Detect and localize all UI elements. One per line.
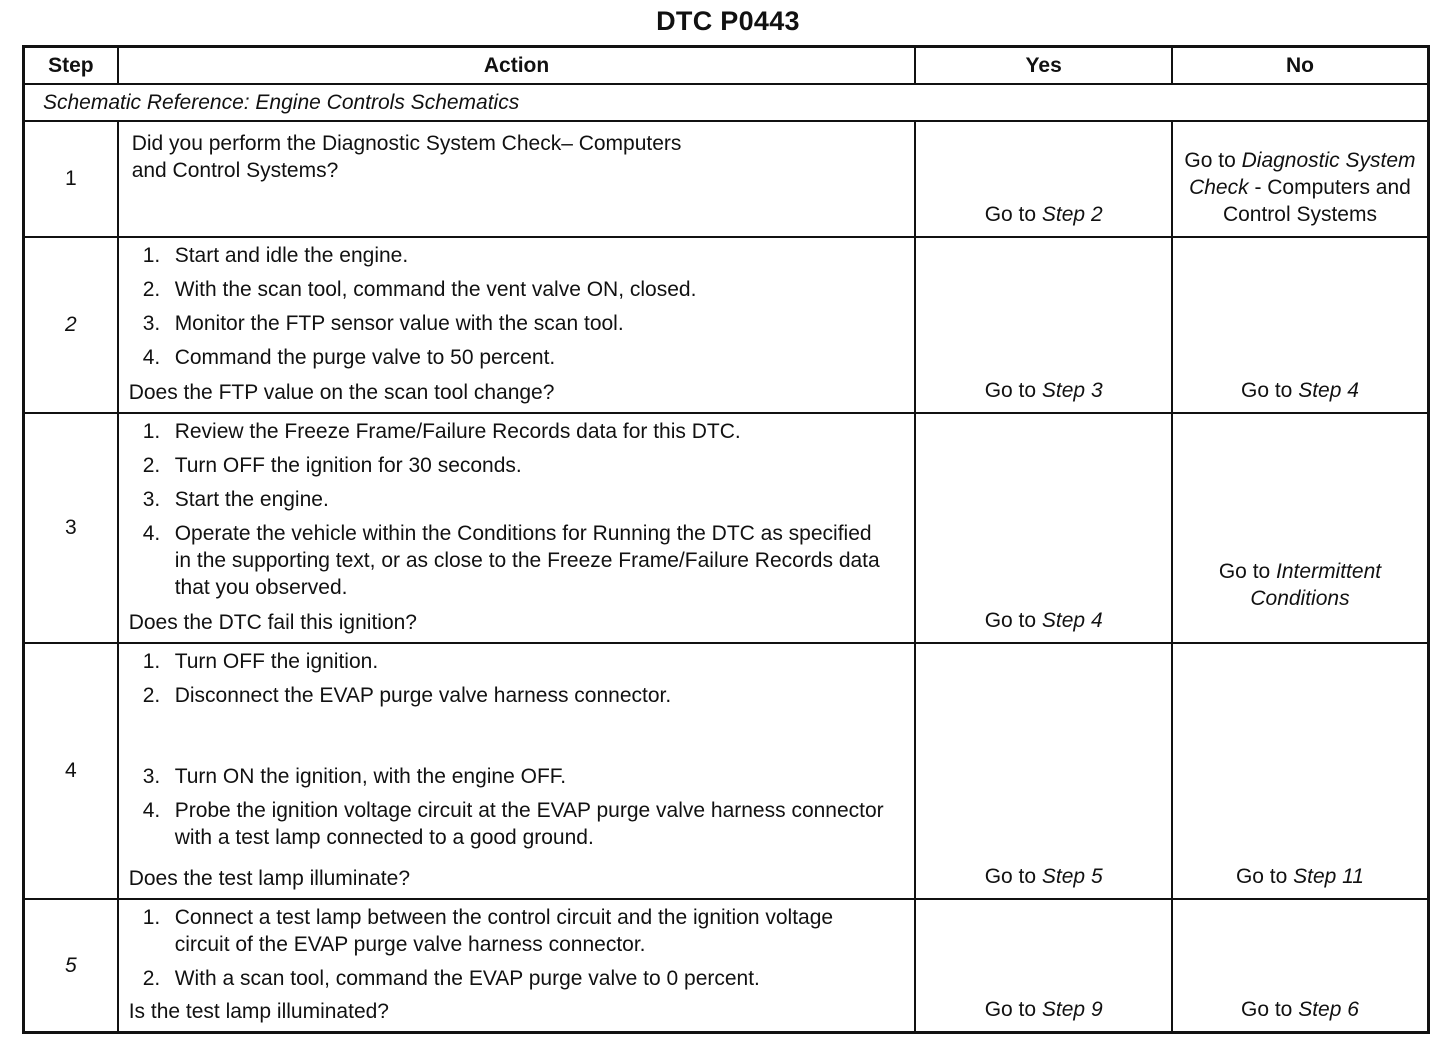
- schematic-reference: Schematic Reference: Engine Controls Schematics: [24, 84, 1429, 121]
- action-list: [129, 242, 905, 371]
- list-item: 2. Turn OFF the ignition for 30 seconds.: [142, 454, 522, 477]
- yes-link[interactable]: Step 9: [1041, 998, 1103, 1021]
- step-number: 5: [24, 899, 118, 1033]
- list-item: 4. Command the purge valve to 50 percent.: [142, 346, 556, 369]
- header-no: No: [1172, 47, 1429, 85]
- yes-cell: Go to Step 3: [915, 237, 1172, 413]
- list-item: 3. Start the engine.: [142, 488, 329, 511]
- list-item: 4. Probe the ignition voltage circuit at the EVAP purge valve harness connector with a test lamp connected to a good ground.: [142, 799, 884, 849]
- no-cell: Go to Step 11: [1172, 643, 1429, 899]
- yes-cell: Go to Step 9: [915, 899, 1172, 1033]
- yes-link[interactable]: Step 4: [1041, 609, 1103, 632]
- header-row: [24, 47, 1429, 85]
- list-item: 3. Turn ON the ignition, with the engine OFF.: [142, 765, 567, 788]
- yes-cell: Go to Step 5: [915, 643, 1172, 899]
- yes-cell: Go to Step 4: [915, 413, 1172, 643]
- no-link[interactable]: Step 4: [1298, 379, 1359, 402]
- no-cell: Go to Step 6: [1172, 899, 1429, 1033]
- list-item: 1. Start and idle the engine.: [142, 244, 409, 267]
- yes-link[interactable]: Step 5: [1041, 865, 1103, 888]
- action-cell: [118, 643, 916, 899]
- step-number: 1: [24, 121, 118, 237]
- no-link[interactable]: Step 6: [1298, 998, 1359, 1021]
- action-cell: [118, 237, 916, 413]
- list-item: 2. Disconnect the EVAP purge valve harness connector.: [142, 684, 672, 707]
- step-number: 4: [24, 643, 118, 899]
- step-number: 3: [24, 413, 118, 643]
- action-cell: [118, 413, 916, 643]
- step-number: 2: [24, 237, 118, 413]
- list-item: 4. Operate the vehicle within the Conditions for Running the DTC as specified in the supporting text, or as close to the Freeze Frame/Failure Records data that you observed.: [142, 522, 880, 599]
- no-link[interactable]: Step 11: [1293, 865, 1364, 888]
- table-row: [24, 643, 1429, 899]
- list-item: 2. With a scan tool, command the EVAP purge valve to 0 percent.: [142, 967, 760, 990]
- table-row: [24, 413, 1429, 643]
- header-step: Step: [24, 47, 118, 85]
- action-list: [129, 904, 905, 992]
- table-row: [24, 899, 1429, 1033]
- action-question: Is the test lamp illuminated?: [128, 1000, 389, 1023]
- yes-link[interactable]: Step 2: [1041, 203, 1103, 226]
- table-row: [24, 121, 1429, 237]
- action-line: Did you perform the Diagnostic System Check– Computers: [131, 132, 682, 155]
- yes-link[interactable]: Step 3: [1041, 379, 1103, 402]
- header-action: Action: [118, 47, 916, 85]
- action-question: Does the FTP value on the scan tool change?: [128, 381, 555, 404]
- page-title: DTC P0443: [656, 6, 800, 36]
- action-list: [129, 648, 905, 851]
- table-row: [24, 237, 1429, 413]
- list-item: 2. With the scan tool, command the vent valve ON, closed.: [142, 278, 697, 301]
- no-link[interactable]: Diagnostic System Check: [1189, 149, 1416, 199]
- no-cell: Go to Step 4: [1172, 237, 1429, 413]
- no-cell: Go to Diagnostic System Check - Computers and Control Systems: [1172, 121, 1429, 237]
- schematic-reference-row: [24, 84, 1429, 121]
- action-cell: [118, 899, 916, 1033]
- action-question: Does the DTC fail this ignition?: [128, 611, 417, 634]
- list-item: 1. Review the Freeze Frame/Failure Records data for this DTC.: [142, 420, 741, 443]
- list-item: 1. Turn OFF the ignition.: [142, 650, 379, 673]
- no-cell: Go to Intermittent Conditions: [1172, 413, 1429, 643]
- action-line: and Control Systems?: [131, 159, 339, 182]
- list-item: 1. Connect a test lamp between the control circuit and the ignition voltage circuit of the EVAP purge valve harness connector.: [142, 906, 834, 956]
- list-item: 3. Monitor the FTP sensor value with the scan tool.: [142, 312, 624, 335]
- no-link[interactable]: Intermittent Conditions: [1250, 560, 1382, 610]
- yes-cell: Go to Step 2: [915, 121, 1172, 237]
- action-list: [129, 418, 905, 601]
- action-question: Does the test lamp illuminate?: [128, 867, 410, 890]
- action-cell: [118, 121, 916, 237]
- diagnostic-table: [22, 45, 1430, 1034]
- header-yes: Yes: [915, 47, 1172, 85]
